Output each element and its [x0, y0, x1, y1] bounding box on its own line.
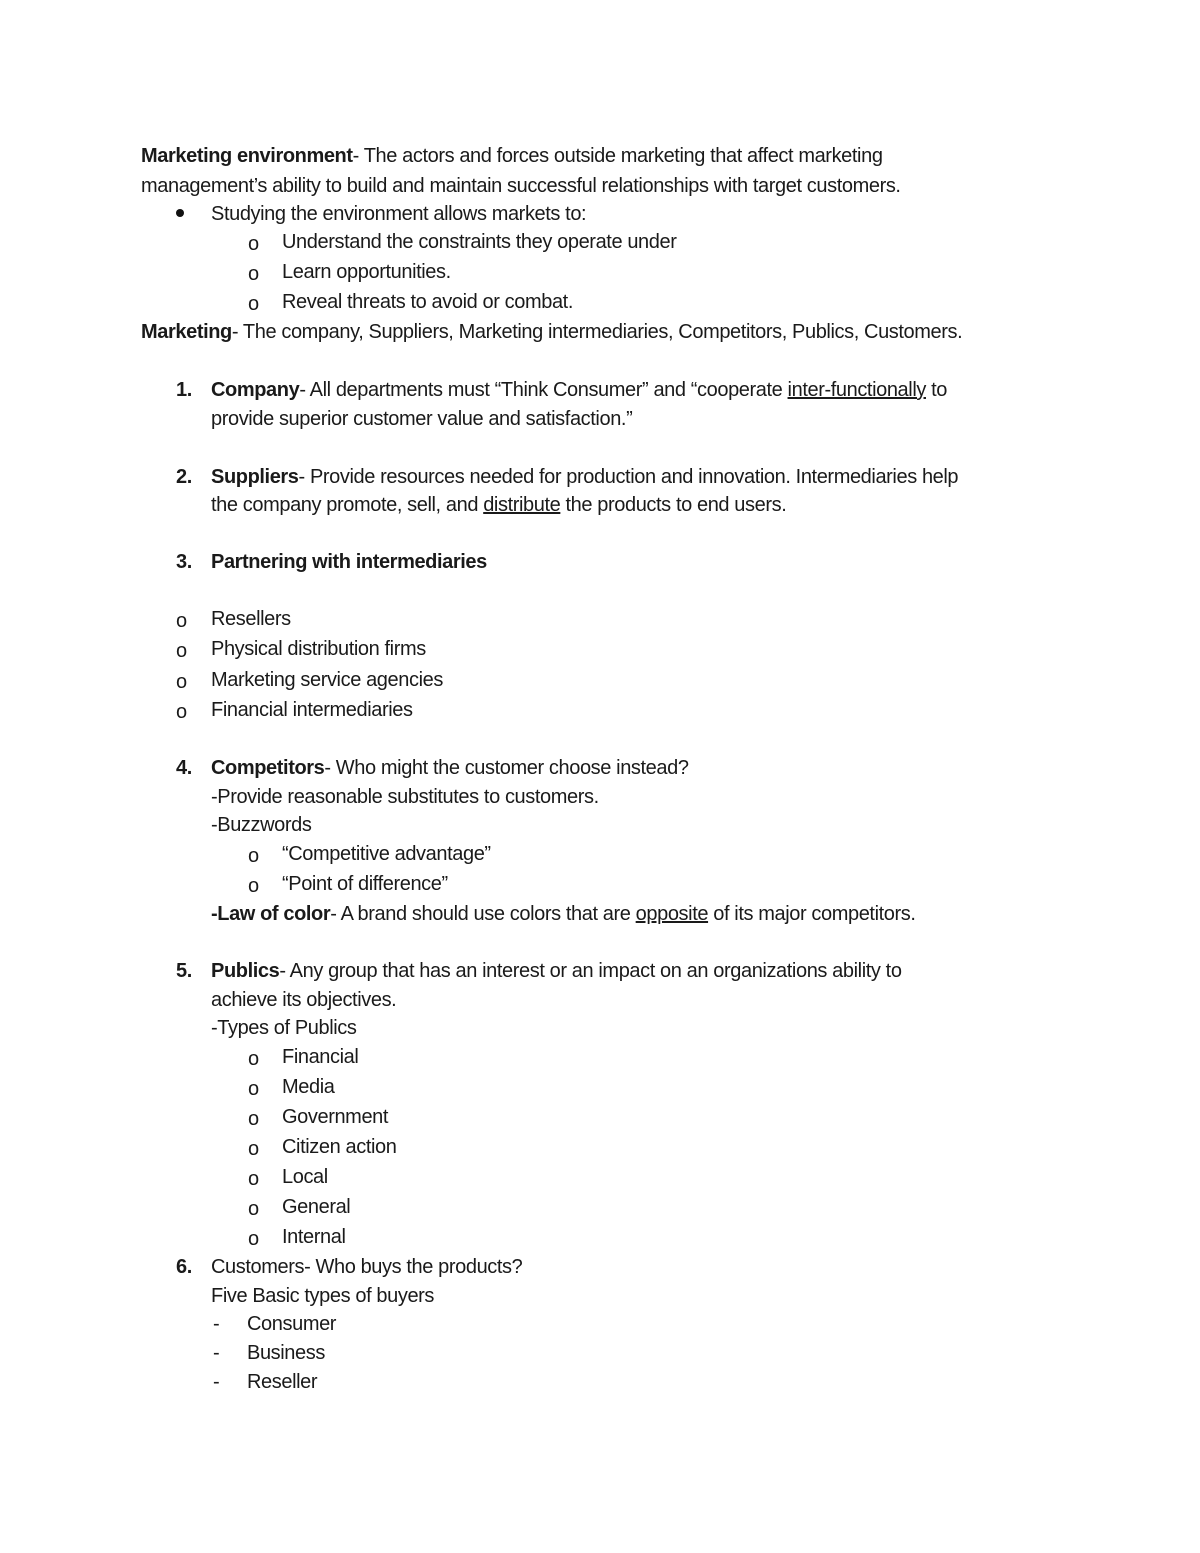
publics-item: Citizen action	[282, 1136, 397, 1158]
circle-bullet-icon: o	[248, 845, 259, 867]
customers-item: Reseller	[247, 1371, 318, 1393]
law-of-color-term: -Law of color	[211, 903, 331, 925]
circle-bullet-icon: o	[248, 233, 259, 255]
list-number: 6.	[176, 1256, 192, 1278]
circle-bullet-icon: o	[248, 1108, 259, 1130]
customers-line1: Customers- Who buys the products?	[211, 1256, 523, 1278]
company-line1	[211, 378, 947, 402]
publics-item: Government	[282, 1106, 389, 1128]
intro-sub-item: Reveal threats to avoid or combat.	[282, 291, 573, 313]
list-number: 1.	[176, 379, 192, 401]
circle-bullet-icon: o	[248, 1168, 259, 1190]
list-number: 3.	[176, 551, 192, 573]
list-number: 4.	[176, 757, 192, 779]
circle-bullet-icon: o	[248, 875, 259, 897]
circle-bullet-icon: o	[248, 293, 259, 315]
suppliers-text2: the company promote, sell, and	[211, 494, 484, 516]
circle-bullet-icon: o	[248, 263, 259, 285]
publics-item: Internal	[282, 1226, 346, 1248]
circle-bullet-icon: o	[248, 1078, 259, 1100]
customers-item: Business	[247, 1342, 325, 1364]
partnering-item: Marketing service agencies	[211, 669, 443, 691]
publics-item: Media	[282, 1076, 335, 1098]
company-underlined: inter-functionally	[787, 379, 926, 401]
suppliers-term: Suppliers	[211, 466, 299, 488]
intro-sub-item: Understand the constraints they operate under	[282, 231, 677, 253]
intro-sub-item: Learn opportunities.	[282, 261, 451, 283]
intro-term: Marketing environment	[141, 145, 353, 167]
publics-item: Financial	[282, 1046, 359, 1068]
marketing-term: Marketing	[141, 321, 232, 343]
intro-paragraph-line1	[141, 144, 883, 168]
law-underlined: opposite	[635, 903, 709, 925]
company-line2: provide superior customer value and satisfaction.”	[211, 408, 633, 430]
competitors-line2: -Provide reasonable substitutes to customers.	[211, 786, 599, 808]
suppliers-text2-end: the products to end users.	[560, 494, 787, 516]
company-text-end: to	[925, 379, 948, 401]
suppliers-line2	[211, 493, 786, 517]
competitors-text: - Who might the customer choose instead?	[324, 757, 689, 779]
list-number: 2.	[176, 466, 192, 488]
competitors-line1	[211, 756, 689, 780]
customers-item: Consumer	[247, 1313, 337, 1335]
publics-text: - Any group that has an interest or an impact on an organizations ability to	[279, 960, 902, 982]
circle-bullet-icon: o	[248, 1198, 259, 1220]
law-of-color-line	[211, 902, 916, 926]
list-number: 5.	[176, 960, 192, 982]
competitors-term: Competitors	[211, 757, 325, 779]
competitors-item: “Competitive advantage”	[282, 843, 491, 865]
suppliers-line1	[211, 465, 958, 489]
partnering-item: Physical distribution firms	[211, 638, 426, 660]
law-text-end: of its major competitors.	[708, 903, 916, 925]
competitors-line3: -Buzzwords	[211, 814, 312, 836]
customers-line2: Five Basic types of buyers	[211, 1285, 435, 1307]
marketing-def: - The company, Suppliers, Marketing intermediaries, Competitors, Publics, Customers.	[231, 321, 963, 343]
publics-line1	[211, 959, 902, 983]
bullet-icon	[176, 209, 184, 217]
circle-bullet-icon: o	[248, 1048, 259, 1070]
marketing-line	[141, 320, 962, 344]
intro-def-line1: - The actors and forces outside marketing that affect marketing	[352, 145, 883, 167]
circle-bullet-icon: o	[248, 1138, 259, 1160]
circle-bullet-icon: o	[176, 701, 187, 723]
circle-bullet-icon: o	[176, 640, 187, 662]
publics-line3: -Types of Publics	[211, 1017, 357, 1039]
partnering-item: Financial intermediaries	[211, 699, 413, 721]
publics-term: Publics	[211, 960, 280, 982]
intro-def-line2: management’s ability to build and maintain successful relationships with target customers.	[141, 175, 901, 197]
suppliers-text: - Provide resources needed for production and innovation. Intermediaries help	[298, 466, 959, 488]
circle-bullet-icon: o	[176, 671, 187, 693]
competitors-item: “Point of difference”	[282, 873, 448, 895]
law-text: - A brand should use colors that are	[330, 903, 636, 925]
suppliers-underlined: distribute	[483, 494, 561, 516]
company-term: Company	[211, 379, 300, 401]
publics-item: General	[282, 1196, 351, 1218]
circle-bullet-icon: o	[248, 1228, 259, 1250]
partnering-item: Resellers	[211, 608, 291, 630]
publics-line2: achieve its objectives.	[211, 989, 397, 1011]
dash-bullet-icon: -	[213, 1342, 220, 1364]
partnering-title: Partnering with intermediaries	[211, 551, 487, 573]
intro-bullet: Studying the environment allows markets to:	[211, 203, 587, 225]
dash-bullet-icon: -	[213, 1371, 220, 1393]
publics-item: Local	[282, 1166, 328, 1188]
company-text: - All departments must “Think Consumer” and “cooperate	[299, 379, 788, 401]
dash-bullet-icon: -	[213, 1313, 220, 1335]
circle-bullet-icon: o	[176, 610, 187, 632]
